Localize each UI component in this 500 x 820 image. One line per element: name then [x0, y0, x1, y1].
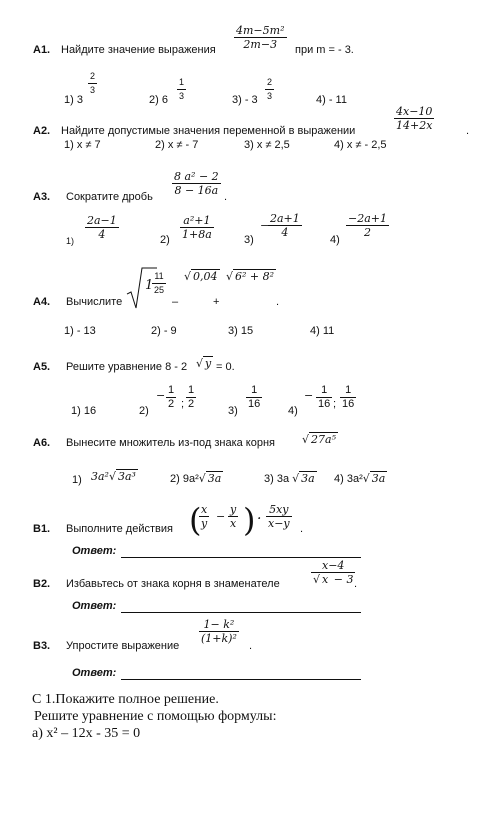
a3-option-3-fraction — [268, 212, 302, 239]
a4-option-2: 2) - 9 — [151, 325, 177, 337]
a6-label: A6. — [33, 437, 51, 449]
a1-option-2-num: 1 — [177, 76, 186, 90]
a1-fraction-numerator: 4m−5m² — [236, 24, 285, 37]
b1-question: Выполните действия — [66, 523, 173, 535]
c1-instruction: Решите уравнение с помощью формулы: — [34, 709, 277, 724]
b3-question: Упростите выражение — [66, 640, 180, 652]
a3-option-2-num: a²+1 — [180, 214, 214, 228]
a3-option-4-fraction — [346, 212, 389, 239]
a1-option-1-exp-num: 2 — [88, 70, 97, 84]
a5-option-2-fraction-2 — [186, 384, 196, 411]
b1-fraction-1-den: y — [201, 517, 208, 530]
a2-option-3: 3) x ≠ 2,5 — [244, 139, 290, 151]
a6-option-2-radicand: 3a — [207, 472, 222, 485]
b1-fraction-3-den: x−y — [268, 517, 290, 530]
a3-option-4-num: −2a+1 — [348, 212, 387, 225]
a2-question: Найдите допустимые значения переменной в выражении — [61, 125, 356, 137]
a6-question: Вынесите множитель из-под знака корня — [66, 437, 275, 449]
a6-option-1: 1) — [72, 474, 82, 486]
a5-option-2-den-1: 2 — [168, 398, 175, 410]
a4-mixed-whole: 1 — [145, 278, 154, 293]
a3-option-1: 1) — [66, 236, 75, 246]
a4-dot: . — [276, 296, 280, 308]
a3-option-3-minus: − — [260, 219, 270, 232]
b1-paren-close: ) — [243, 501, 256, 539]
a1-label: A1. — [33, 44, 51, 56]
a2-dot: . — [466, 125, 470, 137]
b2-question: Избавьтесь от знака корня в знаменателе — [66, 578, 280, 590]
b2-answer-label: Ответ: — [72, 600, 117, 612]
b3-end: . — [249, 640, 253, 652]
a5-option-2-num-1: 1 — [168, 384, 175, 396]
a6-option-3: 3) 3a √ 3a — [264, 472, 315, 485]
a6-option-3-radicand: 3a — [301, 472, 315, 485]
b1-label: B1. — [33, 523, 51, 535]
a6-option-3-coef: 3) 3a — [264, 473, 290, 485]
a3-option-2: 2) — [160, 234, 170, 246]
a4-option-3: 3) 15 — [228, 325, 254, 337]
a5-option-3-num: 1 — [246, 384, 262, 398]
b2-fraction — [311, 559, 355, 586]
b3-fraction-denominator: (1+k)² — [201, 632, 237, 645]
a5-option-2-num-2: 1 — [188, 384, 195, 396]
a1-option-2-fraction — [177, 76, 186, 103]
b1-answer-label: Ответ: — [72, 545, 117, 557]
a1-question: Найдите значение выражения — [61, 44, 216, 56]
a4-sqrt-3: √ 6² + 8² — [226, 270, 275, 283]
b1-fraction-2-den: x — [230, 517, 237, 530]
a1-option-3-den: 3 — [267, 91, 273, 101]
a5-option-4-num-2: 1 — [340, 384, 356, 398]
a5-option-2-den-2: 2 — [188, 398, 195, 410]
b1-end: . — [300, 523, 304, 535]
a5-option-4-den-1: 16 — [318, 398, 331, 410]
a3-label: A3. — [33, 191, 51, 203]
a6-option-1-expr: 3a²√ 3a³ — [91, 470, 136, 483]
a4-mixed-fraction — [152, 270, 166, 297]
a2-fraction-numerator: 4x−10 — [396, 105, 433, 118]
a4-minus: – — [172, 296, 179, 308]
a5-option-4-minus: − — [304, 389, 314, 402]
c1-equation: а) x² – 12x - 35 = 0 — [32, 726, 141, 741]
a5-sqrt-radicand: y — [205, 357, 212, 370]
a5-option-3-fraction — [246, 384, 262, 411]
a4-question: Вычислите — [66, 296, 123, 308]
a3-option-2-fraction — [180, 214, 214, 241]
a5-sqrt: √ y — [196, 357, 212, 370]
a2-expression-fraction — [394, 105, 434, 132]
a6-option-4: 4) 3a²√ 3a — [334, 472, 386, 485]
b3-answer-field[interactable] — [121, 679, 361, 680]
a5-option-1: 1) 16 — [71, 405, 97, 417]
a2-fraction-denominator: 14+2x — [396, 119, 433, 132]
a5-option-2-separator: ; — [181, 398, 185, 410]
a5-option-2-minus: − — [156, 389, 166, 402]
a1-option-4: 4) - 11 — [316, 94, 347, 106]
a1-option-1-exp-den: 3 — [90, 85, 96, 95]
a2-option-1: 1) x ≠ 7 — [64, 139, 101, 151]
a5-option-4: 4) — [288, 405, 298, 417]
a3-option-3: 3) — [244, 234, 254, 246]
a4-sqrt-3-radicand: 6² + 8² — [235, 270, 275, 283]
a5-option-4-fraction-2 — [340, 384, 356, 411]
b2-den-tail: − 3 — [330, 573, 354, 586]
a5-option-3-den: 16 — [248, 398, 261, 410]
b3-answer-label: Ответ: — [72, 667, 117, 679]
a4-mixed-den: 25 — [154, 285, 165, 295]
a6-root: √ 27a⁵ — [302, 433, 336, 446]
a6-root-radicand: 27a⁵ — [311, 433, 336, 446]
a5-label: A5. — [33, 361, 51, 373]
a4-mixed-num: 11 — [152, 270, 166, 284]
a6-option-1-radicand: 3a³ — [117, 470, 136, 483]
b2-fraction-numerator: x−4 — [311, 559, 355, 573]
a3-option-4: 4) — [330, 234, 340, 246]
a5-option-4-den-2: 16 — [342, 398, 355, 410]
a4-option-1: 1) - 13 — [64, 325, 96, 337]
a5-option-4-separator: ; — [333, 398, 337, 410]
a4-plus: + — [213, 296, 220, 308]
a5-question: Решите уравнение 8 - 2 — [66, 361, 188, 373]
b1-fraction-1-num: x — [201, 503, 208, 516]
a4-sqrt-2: √ 0,04 — [184, 270, 218, 283]
a3-option-1-num: 2a−1 — [87, 214, 117, 227]
a6-option-2: 2) 9a²√ 3a — [170, 472, 222, 485]
a1-option-1: 1) 3 — [64, 94, 83, 106]
a3-option-1-fraction — [85, 214, 119, 241]
b2-answer-field[interactable] — [121, 612, 361, 613]
a5-option-4-fraction-1 — [316, 384, 332, 411]
a1-option-1-exponent — [88, 70, 97, 97]
b1-fraction-2-num: y — [230, 503, 237, 516]
a6-option-2-coef: 2) 9a² — [170, 473, 199, 485]
a1-expression-fraction — [234, 24, 287, 51]
b1-fraction-1 — [199, 503, 209, 530]
a3-fraction-numerator: 8 a² − 2 — [174, 170, 219, 183]
b2-root-radicand: x — [322, 573, 329, 586]
b1-fraction-3 — [266, 503, 292, 530]
b3-label: B3. — [33, 640, 51, 652]
a4-sqrt-2-radicand: 0,04 — [193, 270, 218, 283]
a1-fraction-denominator: 2m−3 — [243, 38, 278, 51]
b2-fraction-denominator: √ x − 3 — [313, 573, 354, 586]
a5-option-2-fraction-1 — [166, 384, 176, 411]
c1-heading: С 1.Покажите полное решение. — [32, 692, 219, 707]
a1-option-3-num: 2 — [265, 76, 274, 90]
b1-fraction-3-num: 5xy — [266, 503, 292, 517]
b2-label: B2. — [33, 578, 51, 590]
a5-option-2: 2) — [139, 405, 149, 417]
a3-option-4-den: 2 — [364, 226, 371, 239]
b3-fraction-numerator: 1− k² — [199, 618, 239, 632]
a4-label: A4. — [33, 296, 51, 308]
a3-option-3-num: 2a+1 — [270, 212, 300, 225]
a4-option-4: 4) 11 — [310, 325, 335, 337]
a6-option-4-radicand: 3a — [371, 472, 386, 485]
a3-option-2-den: 1+8a — [182, 228, 212, 241]
a2-option-2: 2) x ≠ - 7 — [155, 139, 199, 151]
a5-tail: = 0. — [216, 361, 235, 373]
a5-option-4-num-1: 1 — [316, 384, 332, 398]
a1-condition: при m = - 3. — [295, 44, 354, 56]
b1-minus: − — [216, 510, 226, 523]
a6-option-4-coef: 4) 3a² — [334, 473, 363, 485]
a1-option-3: 3) - 3 — [232, 94, 258, 106]
b1-dot: · — [257, 511, 262, 527]
a1-option-2: 2) 6 — [149, 94, 168, 106]
a2-option-4: 4) x ≠ - 2,5 — [334, 139, 387, 151]
b2-end: . — [354, 578, 358, 590]
a1-option-2-den: 3 — [179, 91, 185, 101]
b1-answer-field[interactable] — [121, 557, 361, 558]
a3-expression-fraction — [172, 170, 221, 197]
a3-option-3-den: 4 — [281, 226, 289, 239]
a3-fraction-denominator: 8 − 16a — [174, 184, 219, 197]
a2-label: A2. — [33, 125, 51, 137]
b1-paren-open: ( — [189, 501, 202, 539]
a6-option-1-coef: 3a² — [91, 470, 109, 483]
a3-question: Сократите дробь — [66, 191, 153, 203]
b3-fraction — [199, 618, 239, 645]
a1-option-3-fraction — [265, 76, 274, 103]
b1-fraction-2 — [228, 503, 238, 530]
a3-option-1-den: 4 — [98, 228, 106, 241]
a5-option-3: 3) — [228, 405, 238, 417]
a3-dot: . — [224, 191, 228, 203]
